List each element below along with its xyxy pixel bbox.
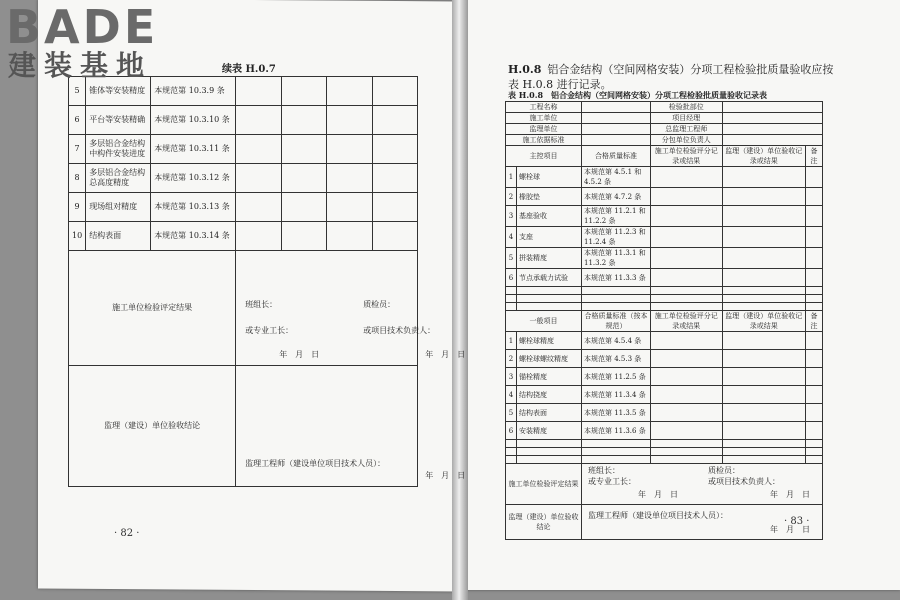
row-standard: 本规范第 10.3.13 条 xyxy=(151,193,236,222)
empty-cell xyxy=(722,167,806,188)
table-row xyxy=(69,106,418,135)
empty-cell xyxy=(651,248,723,269)
table-row xyxy=(506,350,823,368)
row-standard: 本规范第 4.5.1 和 4.5.2 条 xyxy=(582,167,651,188)
empty-cell xyxy=(722,368,806,386)
general-header-col: 施工单位检验评分记录或结果 xyxy=(651,311,723,332)
row-item: 安装精度 xyxy=(517,422,582,440)
table-row xyxy=(506,206,823,227)
empty-cell xyxy=(651,287,723,295)
empty-cell xyxy=(722,206,806,227)
main-header-row xyxy=(506,146,823,167)
row-item: 平台等安装精确 xyxy=(86,106,151,135)
table-row xyxy=(506,167,823,188)
info-value-2 xyxy=(722,102,822,113)
row-number: 1 xyxy=(506,332,517,350)
empty-cell xyxy=(582,287,651,295)
section-number: H.0.8 xyxy=(508,63,542,76)
row-standard: 本规范第 4.7.2 条 xyxy=(582,188,651,206)
blank-row xyxy=(506,440,823,448)
info-value xyxy=(582,102,651,113)
supervisor-result-label xyxy=(69,366,236,487)
blank-row xyxy=(506,456,823,464)
empty-cell xyxy=(806,332,823,350)
empty-cell xyxy=(372,193,417,222)
row-item: 多层铝合金结构中构件安装进度 xyxy=(86,135,151,164)
general-header-col: 备注 xyxy=(806,311,823,332)
row-standard: 本规范第 4.5.3 条 xyxy=(582,350,651,368)
main-header-col: 施工单位检验评分记录或结果 xyxy=(651,146,723,167)
empty-cell xyxy=(722,269,806,287)
empty-cell xyxy=(236,77,281,106)
empty-cell xyxy=(722,350,806,368)
row-standard: 本规范第 10.3.12 条 xyxy=(151,164,236,193)
empty-cell xyxy=(806,350,823,368)
blank-row xyxy=(506,295,823,303)
r-tech-lead: 或项目技术负责人： xyxy=(708,477,780,486)
table-row xyxy=(506,422,823,440)
tech-lead-label: 或项目技术负责人： xyxy=(363,326,436,335)
inspector-label: 质检员： xyxy=(363,300,396,309)
empty-cell xyxy=(651,188,723,206)
empty-cell xyxy=(651,303,723,311)
empty-cell xyxy=(236,193,281,222)
info-label: 监理单位 xyxy=(506,124,582,135)
empty-cell xyxy=(517,440,582,448)
watermark-brand: BADE xyxy=(6,0,159,54)
row-number: 2 xyxy=(506,350,517,368)
empty-cell xyxy=(806,167,823,188)
empty-cell xyxy=(806,448,823,456)
info-value-2 xyxy=(722,135,822,146)
empty-cell xyxy=(806,303,823,311)
row-number: 5 xyxy=(69,77,86,106)
left-page-number: · 82 · xyxy=(114,528,140,539)
row-number: 3 xyxy=(506,368,517,386)
row-number: 5 xyxy=(506,248,517,269)
empty-cell xyxy=(372,164,417,193)
info-row xyxy=(506,135,823,146)
row-item: 结构表面 xyxy=(86,222,151,251)
empty-cell xyxy=(806,456,823,464)
empty-cell xyxy=(806,269,823,287)
r-supervisor-label-text: 监理（建设）单位验收结论 xyxy=(508,513,579,531)
row-item: 拼装精度 xyxy=(517,248,582,269)
empty-cell xyxy=(806,248,823,269)
empty-cell xyxy=(506,440,517,448)
empty-cell xyxy=(327,106,372,135)
empty-cell xyxy=(281,135,326,164)
info-row xyxy=(506,124,823,135)
row-number: 5 xyxy=(506,404,517,422)
row-number: 10 xyxy=(69,222,86,251)
empty-cell xyxy=(582,295,651,303)
empty-cell xyxy=(327,77,372,106)
table-row xyxy=(506,188,823,206)
empty-cell xyxy=(722,456,806,464)
row-standard: 本规范第 10.3.14 条 xyxy=(151,222,236,251)
empty-cell xyxy=(582,440,651,448)
info-label-2: 总监理工程师 xyxy=(651,124,723,135)
row-item: 螺栓球 xyxy=(517,167,582,188)
info-value xyxy=(582,124,651,135)
empty-cell xyxy=(722,422,806,440)
row-number: 4 xyxy=(506,386,517,404)
section-title xyxy=(508,62,838,92)
row-item: 结构表面 xyxy=(517,404,582,422)
empty-cell xyxy=(372,77,417,106)
empty-cell xyxy=(327,193,372,222)
builder-result-label xyxy=(69,251,236,366)
info-value-2 xyxy=(722,124,822,135)
empty-cell xyxy=(517,295,582,303)
empty-cell xyxy=(327,222,372,251)
row-standard: 本规范第 10.3.11 条 xyxy=(151,135,236,164)
table-row xyxy=(506,332,823,350)
empty-cell xyxy=(582,303,651,311)
empty-cell xyxy=(372,106,417,135)
supervisor-result-cell xyxy=(236,366,466,487)
table-row xyxy=(506,368,823,386)
info-value xyxy=(582,113,651,124)
row-item: 现场组对精度 xyxy=(86,193,151,222)
empty-cell xyxy=(806,386,823,404)
table-row xyxy=(506,227,823,248)
empty-cell xyxy=(372,222,417,251)
info-label-2: 检验批部位 xyxy=(651,102,723,113)
row-item: 橡胶垫 xyxy=(517,188,582,206)
blank-row xyxy=(506,287,823,295)
info-row xyxy=(506,102,823,113)
empty-cell xyxy=(806,295,823,303)
table-row xyxy=(69,135,418,164)
builder-date: 年 月 日 xyxy=(279,350,320,359)
row-item: 螺栓球螺纹精度 xyxy=(517,350,582,368)
empty-cell xyxy=(651,269,723,287)
row-item: 多层铝合金结构总高度精度 xyxy=(86,164,151,193)
row-standard: 本规范第 4.5.4 条 xyxy=(582,332,651,350)
empty-cell xyxy=(651,368,723,386)
r-builder-date: 年 月 日 xyxy=(638,490,678,499)
right-table-title: 表 H.0.8 铝合金结构（空间网格安装）分项工程检验批质量验收记录表 xyxy=(508,90,768,100)
empty-cell xyxy=(806,440,823,448)
row-number: 6 xyxy=(506,422,517,440)
left-table xyxy=(68,76,466,487)
empty-cell xyxy=(722,227,806,248)
general-header-col: 监理（建设）单位验收记录或结果 xyxy=(722,311,806,332)
empty-cell xyxy=(722,332,806,350)
empty-cell xyxy=(281,222,326,251)
row-standard: 本规范第 11.3.3 条 xyxy=(582,269,651,287)
builder-result-label-text: 施工单位检验评定结果 xyxy=(112,303,193,312)
row-standard: 本规范第 11.3.4 条 xyxy=(582,386,651,404)
empty-cell xyxy=(722,386,806,404)
empty-cell xyxy=(722,287,806,295)
watermark-subtitle: 建装基地 xyxy=(8,49,153,82)
empty-cell xyxy=(517,303,582,311)
table-row xyxy=(506,269,823,287)
builder-date-2: 年 月 日 xyxy=(425,350,466,359)
empty-cell xyxy=(327,164,372,193)
row-item: 结构挠度 xyxy=(517,386,582,404)
row-number: 6 xyxy=(506,269,517,287)
row-number: 6 xyxy=(69,106,86,135)
empty-cell xyxy=(651,350,723,368)
empty-cell xyxy=(651,440,723,448)
main-header-col: 监理（建设）单位验收记录或结果 xyxy=(722,146,806,167)
empty-cell xyxy=(806,188,823,206)
empty-cell xyxy=(236,106,281,135)
row-number: 7 xyxy=(69,135,86,164)
empty-cell xyxy=(722,303,806,311)
row-standard: 本规范第 10.3.9 条 xyxy=(151,77,236,106)
empty-cell xyxy=(582,456,651,464)
empty-cell xyxy=(327,135,372,164)
empty-cell xyxy=(236,222,281,251)
empty-cell xyxy=(517,456,582,464)
row-number: 3 xyxy=(506,206,517,227)
row-number: 4 xyxy=(506,227,517,248)
engineer-label: 监理工程师（建设单位项目技术人员）： xyxy=(245,459,386,468)
table-row xyxy=(69,222,418,251)
row-standard: 本规范第 11.2.5 条 xyxy=(582,368,651,386)
info-label-2: 分包单位负责人 xyxy=(651,135,723,146)
main-header-item: 主控项目 xyxy=(506,146,582,167)
empty-cell xyxy=(517,448,582,456)
r-team-leader: 班组长： xyxy=(588,466,620,475)
row-item: 螺栓球精度 xyxy=(517,332,582,350)
empty-cell xyxy=(722,295,806,303)
empty-cell xyxy=(651,295,723,303)
left-table-heading: 续表 H.0.7 xyxy=(222,64,276,75)
main-header-col: 合格质量标准 xyxy=(582,146,651,167)
empty-cell xyxy=(806,227,823,248)
empty-cell xyxy=(806,287,823,295)
empty-cell xyxy=(722,440,806,448)
info-label: 施工单位 xyxy=(506,113,582,124)
info-label: 工程名称 xyxy=(506,102,582,113)
empty-cell xyxy=(651,227,723,248)
empty-cell xyxy=(651,448,723,456)
empty-cell xyxy=(236,135,281,164)
empty-cell xyxy=(806,368,823,386)
row-item: 锚栓精度 xyxy=(517,368,582,386)
table-row xyxy=(506,404,823,422)
empty-cell xyxy=(651,386,723,404)
row-standard: 本规范第 11.3.5 条 xyxy=(582,404,651,422)
empty-cell xyxy=(281,77,326,106)
row-item: 锥体等安装精度 xyxy=(86,77,151,106)
foreman-label: 或专业工长： xyxy=(245,326,294,335)
empty-cell xyxy=(651,456,723,464)
main-header-col: 备注 xyxy=(806,146,823,167)
row-number: 2 xyxy=(506,188,517,206)
info-value xyxy=(582,135,651,146)
row-item: 基座验收 xyxy=(517,206,582,227)
row-standard: 本规范第 11.2.3 和 11.2.4 条 xyxy=(582,227,651,248)
team-leader-label: 班组长： xyxy=(245,300,278,309)
empty-cell xyxy=(506,448,517,456)
row-standard: 本规范第 11.3.6 条 xyxy=(582,422,651,440)
empty-cell xyxy=(806,206,823,227)
builder-result-cell xyxy=(236,251,466,366)
empty-cell xyxy=(281,106,326,135)
empty-cell xyxy=(506,303,517,311)
blank-row xyxy=(506,448,823,456)
watermark-logo xyxy=(6,0,159,82)
row-number: 1 xyxy=(506,167,517,188)
right-page-number: · 83 · xyxy=(784,516,810,527)
r-supervisor-date: 年 月 日 xyxy=(770,525,810,534)
empty-cell xyxy=(806,404,823,422)
general-header-row xyxy=(506,311,823,332)
empty-cell xyxy=(651,167,723,188)
empty-cell xyxy=(281,193,326,222)
empty-cell xyxy=(651,332,723,350)
table-row xyxy=(69,193,418,222)
r-builder-label-text: 施工单位检验评定结果 xyxy=(508,480,579,488)
row-standard: 本规范第 11.3.1 和 11.3.2 条 xyxy=(582,248,651,269)
row-number: 8 xyxy=(69,164,86,193)
row-standard: 本规范第 11.2.1 和 11.2.2 条 xyxy=(582,206,651,227)
empty-cell xyxy=(236,164,281,193)
r-foreman: 或专业工长： xyxy=(588,477,636,486)
empty-cell xyxy=(506,295,517,303)
general-header-col: 合格质量标准（按本规范） xyxy=(582,311,651,332)
section-text: 铝合金结构（空间网格安装）分项工程检验批质量验收应按表 H.0.8 进行记录。 xyxy=(508,63,834,91)
r-inspector: 质检员： xyxy=(708,466,740,475)
right-table xyxy=(505,101,823,540)
empty-cell xyxy=(517,287,582,295)
r-engineer: 监理工程师（建设单位项目技术人员）： xyxy=(588,511,728,520)
table-row xyxy=(506,248,823,269)
general-header-item: 一般项目 xyxy=(506,311,582,332)
row-standard: 本规范第 10.3.10 条 xyxy=(151,106,236,135)
empty-cell xyxy=(506,287,517,295)
empty-cell xyxy=(281,164,326,193)
info-label: 施工依据标准 xyxy=(506,135,582,146)
empty-cell xyxy=(651,206,723,227)
empty-cell xyxy=(806,422,823,440)
blank-row xyxy=(506,303,823,311)
row-item: 节点承载力试验 xyxy=(517,269,582,287)
empty-cell xyxy=(372,135,417,164)
empty-cell xyxy=(651,404,723,422)
empty-cell xyxy=(722,448,806,456)
book-gutter xyxy=(452,0,468,600)
row-item: 支座 xyxy=(517,227,582,248)
r-builder-date-2: 年 月 日 xyxy=(770,490,810,499)
table-row xyxy=(506,386,823,404)
empty-cell xyxy=(506,456,517,464)
supervisor-label-text: 监理（建设）单位验收结论 xyxy=(104,421,201,430)
supervisor-date: 年 月 日 xyxy=(425,471,466,480)
empty-cell xyxy=(651,422,723,440)
r-supervisor-label xyxy=(506,505,582,540)
info-value-2 xyxy=(722,113,822,124)
info-label-2: 项目经理 xyxy=(651,113,723,124)
empty-cell xyxy=(722,404,806,422)
empty-cell xyxy=(582,448,651,456)
empty-cell xyxy=(722,248,806,269)
table-row xyxy=(69,164,418,193)
row-number: 9 xyxy=(69,193,86,222)
info-row xyxy=(506,113,823,124)
r-builder-cell xyxy=(582,464,823,505)
r-builder-label xyxy=(506,464,582,505)
empty-cell xyxy=(722,188,806,206)
